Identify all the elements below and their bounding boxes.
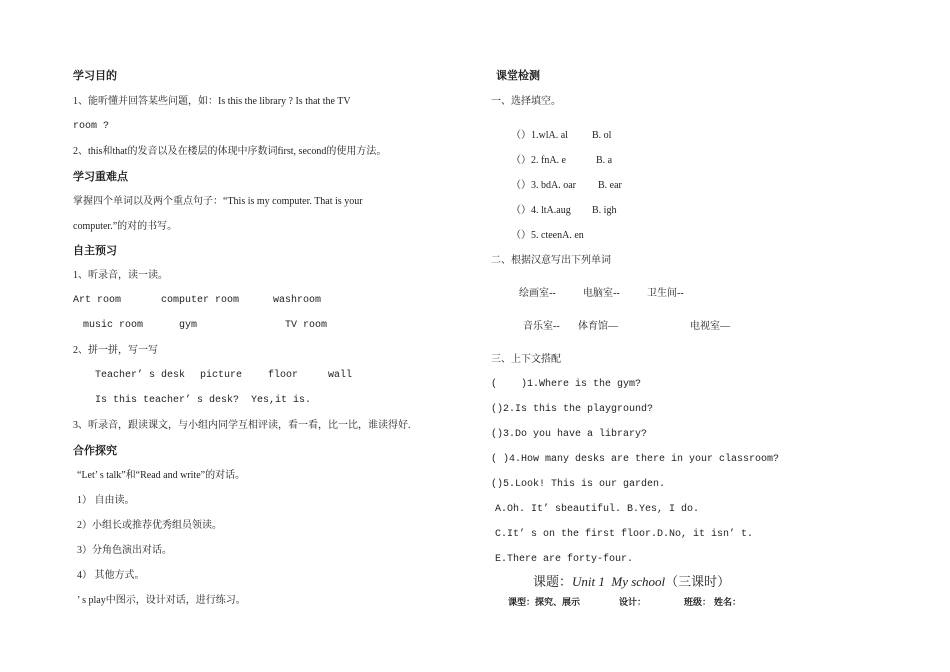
objective-1-line-2: room ?: [73, 121, 110, 132]
lesson-title: [533, 574, 730, 590]
matching-question: ()3.Do you have a library?: [491, 429, 648, 440]
lesson-title-unit: Unit 1 My school: [572, 574, 666, 589]
spelling-word: picture: [200, 370, 243, 381]
choice-question: （）1.wlA. al: [511, 130, 568, 141]
choice-option-b: B. ear: [598, 180, 622, 191]
part-2-heading: 二、根据汉意写出下列单词: [491, 255, 611, 266]
objective-2: 2、this和that的发音以及在楼层的体现中序数词first, second的使用方法。: [73, 146, 387, 157]
lesson-title-label: 课题：: [533, 574, 573, 589]
lesson-type: 课型：探究、展示: [508, 598, 581, 608]
vocab-word: TV room: [285, 320, 328, 331]
translation-item: 音乐室--: [523, 321, 560, 332]
matching-answer: C.It’ s on the first floor.D.No, it isn’ t.: [495, 529, 754, 540]
spelling-word: wall: [328, 370, 353, 381]
matching-question: ( )1.Where is the gym?: [491, 379, 642, 390]
translation-item: 电脑室--: [583, 288, 620, 299]
spelling-word: floor: [268, 370, 299, 381]
choice-option-b: B. ol: [592, 130, 612, 141]
choice-option-b: B. a: [596, 155, 613, 166]
matching-answer: E.There are forty-four.: [495, 554, 634, 565]
spelling-word: Teacher’ s desk: [95, 370, 186, 381]
section-heading-objectives: 学习目的: [73, 69, 117, 82]
cooperation-step: ’ s play中图示，设计对话，进行练习。: [77, 595, 246, 606]
translation-item: 绘画室--: [519, 288, 556, 299]
cooperation-intro: “Let’ s talk”和“Read and write”的对话。: [77, 470, 246, 481]
preview-step-2: 2、拼一拼，写一写: [73, 345, 158, 356]
vocab-word: Art room: [73, 295, 122, 306]
spelling-sentence: Is this teacher’ s desk? Yes,it is.: [95, 395, 312, 406]
name-label: 姓名：: [714, 598, 742, 608]
choice-question: （）5. cteenA. en: [511, 230, 584, 241]
translation-item: 电视室—: [690, 321, 730, 332]
part-3-heading: 三、上下文搭配: [491, 354, 561, 365]
translation-item: 体育馆—: [578, 321, 618, 332]
matching-question: ()2.Is this the playground?: [491, 404, 654, 415]
choice-option-b: B. igh: [592, 205, 617, 216]
matching-question: ( )4.How many desks are there in your classroom?: [491, 454, 780, 465]
section-heading-preview: 自主预习: [73, 244, 117, 257]
objective-1-line-1: 1、能听懂并回答某些问题，如：Is this the library ? Is that the TV: [73, 96, 351, 107]
section-heading-key-points: 学习重难点: [73, 170, 128, 183]
choice-question: （）3. bdA. oar: [511, 180, 576, 191]
designer-label: 设计：: [619, 598, 647, 608]
matching-answer: A.Oh. It’ sbeautiful. B.Yes, I do.: [495, 504, 700, 515]
preview-step-1: 1、听录音，读一读。: [73, 270, 168, 281]
class-label: 班级：: [684, 598, 712, 608]
matching-question: ()5.Look! This is our garden.: [491, 479, 666, 490]
vocab-word: music room: [83, 320, 144, 331]
preview-step-3: 3、听录音，跟读课文，与小组内同学互相评读，看一看，比一比，谁读得好.: [73, 420, 411, 431]
section-heading-cooperation: 合作探究: [73, 444, 117, 457]
vocab-word: gym: [179, 320, 198, 331]
part-1-heading: 一、选择填空。: [491, 96, 561, 107]
key-point-line-1: 掌握四个单词以及两个重点句子：“This is my computer. That is your: [73, 196, 363, 207]
translation-item: 卫生间--: [647, 288, 684, 299]
lesson-title-periods: （三课时）: [665, 574, 731, 589]
cooperation-step: 4） 其他方式。: [77, 570, 145, 581]
section-heading-class-test: 课堂检测: [496, 69, 540, 82]
vocab-word: computer room: [161, 295, 240, 306]
cooperation-step: 3）分角色演出对话。: [77, 545, 172, 556]
cooperation-step: 2）小组长或推荐优秀组员领读。: [77, 520, 222, 531]
choice-question: （）4. ltA.aug: [511, 205, 571, 216]
key-point-line-2: computer.”的对的书写。: [73, 221, 178, 232]
cooperation-step: 1） 自由读。: [77, 495, 135, 506]
vocab-word: washroom: [273, 295, 322, 306]
choice-question: （）2. fnA. e: [511, 155, 566, 166]
